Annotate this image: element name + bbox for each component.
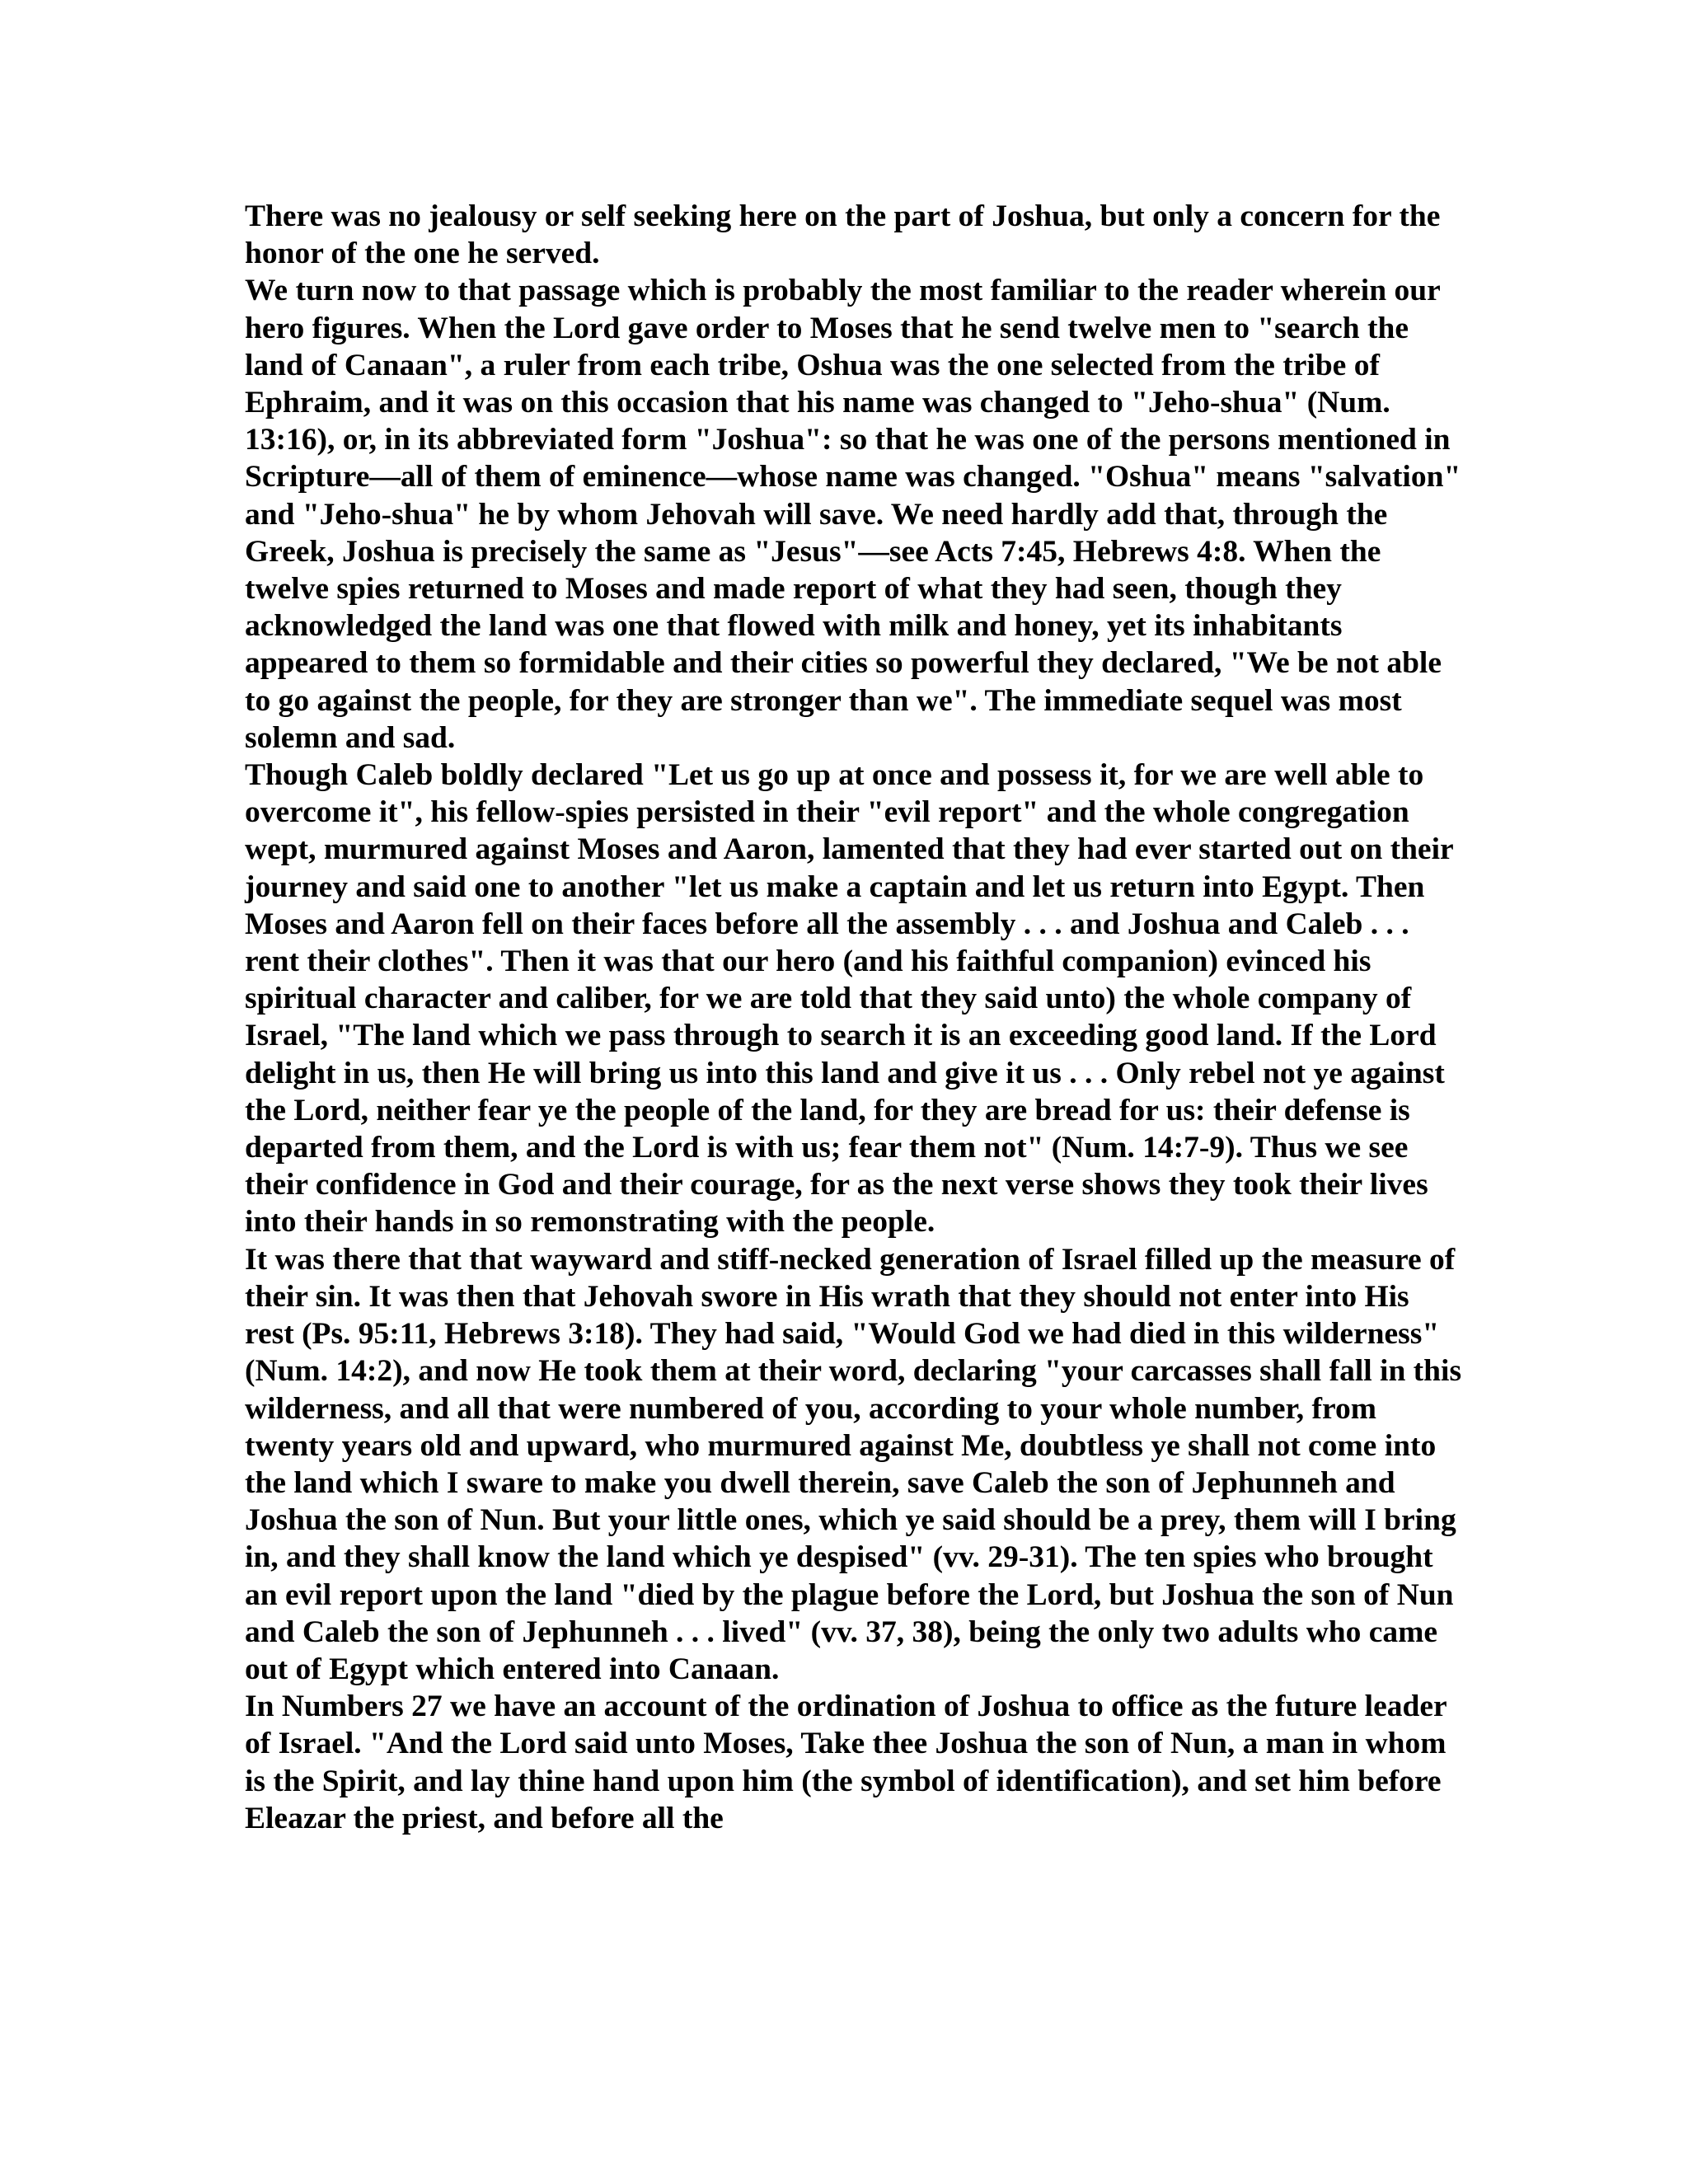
paragraph-joshua-no-jealousy: There was no jealousy or self seeking here on the part of Joshua, but only a concern for the honor of the one he served. xyxy=(245,199,1441,271)
paragraph-numbers-27: In Numbers 27 we have an account of the ordination of Joshua to office as the future leader of Israel. "And the Lord said unto Moses, Take thee Joshua the son of Nun, a man in whom is the Spirit, and lay thine hand upon him (the symbol of identification), and set him before Eleazar the priest, and before all the xyxy=(245,1690,1447,1835)
paragraph-israel-wilderness: It was there that that wayward and stiff-necked generation of Israel filled up the measure of their sin. It was then that Jehovah swore in His wrath that they should not enter into His rest (Ps. 95:11, Hebrews 3:18). They had said, "Would God we had died in this wilderness" (Num. 14:2), and now He took them at their word, declaring "your carcasses shall fall in this wilderness, and all that were numbered of you, according to your whole number, from twenty years old and upward, who murmured against Me, doubtless ye shall not come into the land which I sware to make you dwell therein, save Caleb the son of Jephunneh and Joshua the son of Nun. But your little ones, which ye said should be a prey, them will I bring in, and they shall know the land which ye despised" (vv. 29-31). The ten spies who brought an evil report upon the land "died by the plague before the Lord, but Joshua the son of Nun and Caleb the son of Jephunneh . . . lived" (vv. 37, 38), being the only two adults who came out of Egypt which entered into Canaan. xyxy=(245,1242,1462,1686)
paragraph-caleb-report: Though Caleb boldly declared "Let us go up at once and possess it, for we are well able to overcome it", his fellow-spies persisted in their "evil report" and the whole congregation wept, murmured against Moses and Aaron, lamented that they had ever started out on their journey and said one to another "let us make a captain and let us return into Egypt. Then Moses and Aaron fell on their faces before all the assembly . . . and Joshua and Caleb . . . rent their clothes". Then it was that our hero (and his faithful companion) evinced his spiritual character and caliber, for we are told that they said unto) the whole company of Israel, "The land which we pass through to search it is an exceeding good land. If the Lord delight in us, then He will bring us into this land and give it us . . . Only rebel not ye against the Lord, neither fear ye the people of the land, for they are bread for us: their defense is departed from them, and the Lord is with us; fear them not" (Num. 14:7-9). Thus we see their confidence in God and their courage, for as the next verse shows they took their lives into their hands in so remonstrating with the people. xyxy=(245,758,1453,1240)
paragraph-twelve-spies: We turn now to that passage which is probably the most familiar to the reader wherein our hero figures. When the Lord gave order to Moses that he send twelve men to "search the land of Canaan", a ruler from each tribe, Oshua was the one selected from the tribe of Ephraim, and it was on this occasion that his name was changed to "Jeho-shua" (Num. 13:16), or, in its abbreviated form "Joshua": so that he was one of the persons mentioned in Scripture—all of them of eminence—whose name was changed. "Oshua" means "salvation" and "Jeho-shua" he by whom Jehovah will save. We need hardly add that, through the Greek, Joshua is precisely the same as "Jesus"—see Acts 7:45, Hebrews 4:8. When the twelve spies returned to Moses and made report of what they had seen, though they acknowledged the land was one that flowed with milk and honey, yet its inhabitants appeared to them so formidable and their cities so powerful they declared, "We be not able to go against the people, for they are stronger than we". The immediate sequel was most solemn and sad. xyxy=(245,274,1461,755)
body-text xyxy=(245,198,1465,1837)
